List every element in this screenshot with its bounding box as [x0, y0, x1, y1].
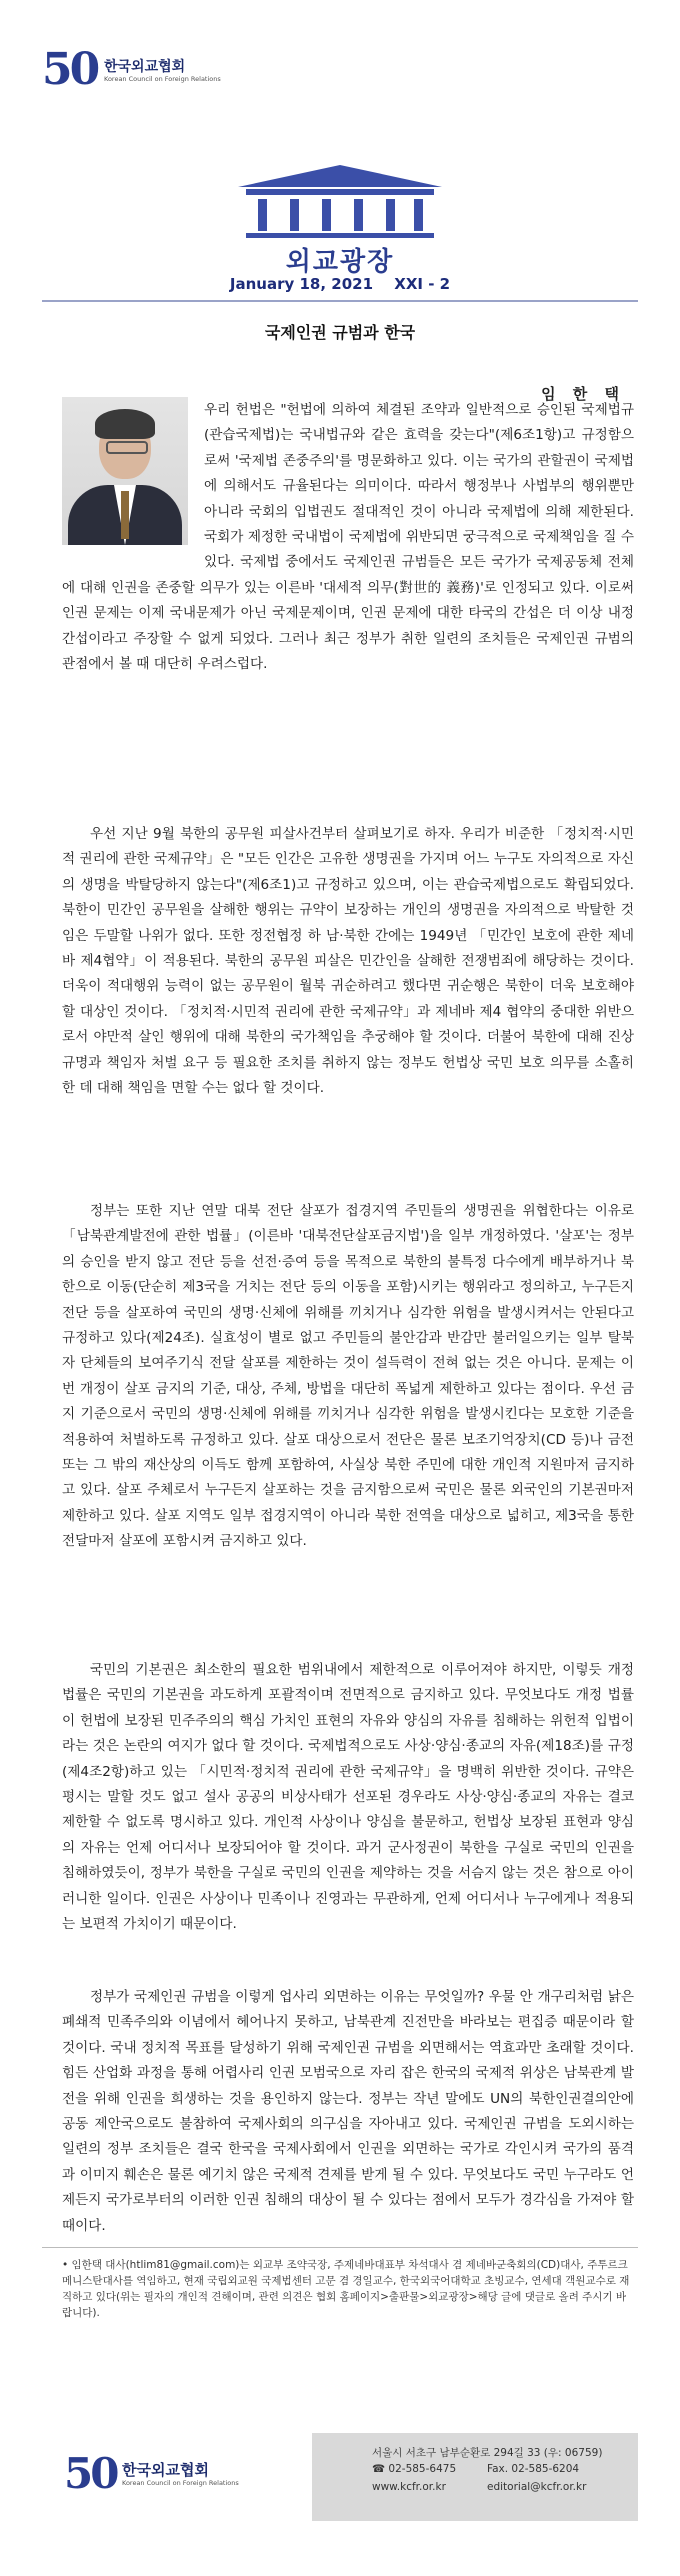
- issue-line: [0, 275, 680, 293]
- plaza-emblem: [238, 165, 442, 280]
- article-title: 국제인권 규범과 한국: [264, 323, 416, 342]
- paragraph-4: 국민의 기본권은 최소한의 필요한 범위내에서 제한적으로 이루어져야 하지만, 이렇듯 개정 법률은 국민의 기본권을 과도하게 포괄적이며 전면적으로 금지하고 있다. 무엇보다도 개정 법률이 헌법에 보장된 민주주의의 핵심 가치인 표현의 자유와 양심의 자유를 침해하는 위헌적 입법이라는 것은 논란의 여지가 없다 할 것이다. 국제법적으로도 사상·양심·종교의 자유(제18조)를 규정(제4조2항)하고 있는 「시민적·정치적 권리에 관한 국제규약」을 명백히 위반한 것이다. 규약은 평시는 말할 것도 없고 설사 공공의 비상사태가 선포된 경우라도 사상·양심·종교의 자유는 결코 제한할 수 없도록 명시하고 있다. 개인적 사상이나 양심을 불문하고, 헌법상 보장된 표현과 양심의 자유는 언제 어디서나 보장되어야 할 것이다. 과거 군사정권이 북한을 구실로 국민의 인권을 침해하였듯이, 정부가 북한을 구실로 국민의 인권을 제약하는 것을 서슴지 않는 것은 참으로 아이러니한 일이다. 인권은 사상이나 민족이나 진영과는 무관하게, 언제 어디서나 누구에게나 적용되는 보편적 가치이기 때문이다.: [62, 1662, 634, 1933]
- footer-logo-english-name: Korean Council on Foreign Relations: [122, 2479, 239, 2487]
- article-author: 임 한 택: [541, 385, 625, 403]
- author-footnote: • 임한택 대사(htlim81@gmail.com)는 외교부 조약국장, 주제네바대표부 차석대사 겸 제네바군축회의(CD)대사, 주투르크메니스탄대사를 역임하고, 현재 국립외교원 국제법센터 고문 겸 경일교수, 한국외국어대학교 초빙교수, 연세대 객원교수로 재직하고 있다(위는 필자의 개인적 견해이며, 관련 의견은 협회 홈페이지>출판물>외교광장>해당 글에 댓글로 올려 주시기 바랍니다).: [62, 2259, 630, 2319]
- footer-email-link[interactable]: editorial@kcfr.or.kr: [487, 2481, 587, 2493]
- logo-korean-name: 한국외교협회: [104, 59, 186, 75]
- footer-logo-number: 50: [64, 2449, 117, 2498]
- footer-contact-box: [312, 2433, 638, 2521]
- kcfr-50th-logo: [42, 44, 342, 94]
- issue-number: XXI - 2: [394, 275, 451, 293]
- paragraph-3: 정부는 또한 지난 연말 대북 전단 살포가 접경지역 주민들의 생명권을 위협한다는 이유로 「남북관계발전에 관한 법률」(이른바 '대북전단살포금지법')을 일부 개정하였다. '살포'는 정부의 승인을 받지 않고 전단 등을 선전·증여 등을 목적으로 북한의 불특정 다수에게 배부하거나 북한으로 이동(단순히 제3국을 거치는 전단 등의 이동을 포함)시키는 행위라고 정의하고, 누구든지 전단 등을 살포하여 국민의 생명·신체에 위해를 끼치거나 심각한 위험을 발생시켜서는 안된다고 규정하고 있다(제24조). 실효성이 별로 없고 주민들의 불안감과 반감만 불러일으키는 일부 탈북자 단체들의 보여주기식 전달 살포를 제한하는 것이 설득력이 전혀 없는 것은 아니다. 문제는 이번 개정이 살포 금지의 기준, 대상, 주체, 방법을 대단히 폭넓게 제한하고 있다는 점이다. 우선 금지 기준으로서 국민의 생명·신체에 위해를 끼치거나 심각한 위험을 발생시킨다는 모호한 기준을 적용하여 처벌하도록 규정하고 있다. 살포 대상으로서 전단은 물론 보조기억장치(CD 등)나 금전 또는 그 밖의 재산상의 이득도 함께 포함하여, 사실상 북한 주민에 대한 개인적 지원마저 금지하고 있다. 살포 주체로서 누구든지 살포하는 것을 금지함으로써 국민은 물론 외국인의 기본권마저 제한하고 있다. 살포 지역도 일부 접경지역이 아니라 북한 전역을 대상으로 넓히고, 제3국을 통한 전달마저 살포에 포함시켜 금지하고 있다.: [62, 1203, 634, 1550]
- emblem-roof-icon: [238, 165, 442, 187]
- footer-website-link[interactable]: www.kcfr.or.kr: [372, 2481, 446, 2493]
- footer: [42, 2433, 638, 2521]
- paragraph-5: 정부가 국제인권 규범을 이렇게 업사리 외면하는 이유는 무엇일까? 우물 안 개구리처럼 낡은 폐쇄적 민족주의와 이념에서 헤어나지 못하고, 남북관계 진전만을 바라보는 편집증 때문이라 할 것이다. 국내 정치적 목표를 달성하기 위해 국제인권 규범을 외면해서는 역효과만 초래할 것이다. 힘든 산업화 과정을 통해 어렵사리 인권 모범국으로 자리 잡은 한국의 국제적 위상은 남북관계 발전을 위해 인권을 희생하는 것을 용인하지 않는다. 정부는 작년 말에도 UN의 북한인권결의안에 공동 제안국으로도 불참하여 국제사회의 의구심을 자아내고 있다. 국제인권 규범을 도외시하는 일련의 정부 조치들은 결국 한국을 국제사회에서 인권을 외면하는 국가로 각인시켜 국가의 품격과 이미지 훼손은 물론 예기치 않은 국제적 견제를 받게 될 수 있다. 무엇보다도 국민 누구라도 언제든지 국가로부터의 이러한 인권 침해의 대상이 될 수 있다는 점에서 모두가 경각심을 가져야 할 때이다.: [62, 1989, 634, 2234]
- footer-logo-korean-name: 한국외교협회: [122, 2461, 209, 2479]
- footer-logo: [64, 2449, 304, 2509]
- logo-english-name: Korean Council on Foreign Relations: [104, 75, 221, 83]
- paragraph-2: 우선 지난 9월 북한의 공무원 피살사건부터 살펴보기로 하자. 우리가 비준한 「정치적·시민적 권리에 관한 국제규약」은 "모든 인간은 고유한 생명권을 가지며 어느 누구도 자의적으로 자신의 생명을 박탈당하지 않는다"(제6조1)고 규정하고 있으며, 이는 관습국제법으로도 확립되었다. 북한이 민간인 공무원을 살해한 행위는 규약이 보장하는 개인의 생명권을 자의적으로 박탈한 것임은 두말할 나위가 없다. 또한 정전협정 하 남·북한 간에는 1949년 「민간인 보호에 관한 제네바 제4협약」이 적용된다. 북한의 공무원 피살은 민간인을 살해한 전쟁범죄에 해당하는 것이다. 더욱이 적대행위 능력이 없는 공무원이 월북 귀순하려고 했다면 귀순행은 북한이 더욱 보호해야 할 대상인 것이다. 「정치적·시민적 권리에 관한 국제규약」과 제네바 제4 협약의 중대한 위반으로서 야만적 살인 행위에 대해 북한의 국가책임을 추궁해야 할 것이다. 더불어 북한에 대해 진상 규명과 책임자 처벌 요구 등 필요한 조치를 취하지 않는 정부도 헌법상 국민 보호 의무를 소홀히 한 데 대해 책임을 면할 수는 없다 할 것이다.: [62, 826, 634, 1097]
- header-divider: [42, 300, 638, 302]
- footer-address: 서울시 서초구 남부순환로 294길 33 (우: 06759): [372, 2447, 603, 2459]
- footer-tel: ☎ 02-585-6475: [372, 2463, 457, 2475]
- logo-number: 50: [42, 44, 98, 95]
- issue-date: January 18, 2021: [229, 275, 374, 293]
- footer-fax: Fax. 02-585-6204: [487, 2463, 580, 2475]
- footnote-divider: [42, 2247, 638, 2248]
- emblem-title: 외교광장: [285, 247, 395, 277]
- paragraph-1: 우리 헌법은 "헌법에 의하여 체결된 조약과 일반적으로 승인된 국제법규(관습국제법)는 국내법규와 같은 효력을 갖는다"(제6조1항)고 규정함으로써 '국제법 존중주의'를 명문화하고 있다. 이는 국가의 관할권이 국제법에 의해서도 규율된다는 의미이다. 따라서 행정부나 사법부의 행위뿐만 아니라 국회의 입법권도 절대적인 것이 아니라 국제법에 의해 제한된다. 국회가 제정한 국내법이 국제법에 위반되면 궁극적으로 국제책임을 질 수 있다. 국제법 중에서도 국제인권 규범들은 모든 국가가 국제공동체 전체에 대해 인권을 존중할 의무가 있는 이른바 '대세적 의무(對世的 義務)'로 인정되고 있다. 이로써 인권 문제는 이제 국내문제가 아닌 국제문제이며, 인권 문제에 대한 타국의 간섭은 더 이상 내정간섭이라고 주장할 수 없게 되었다. 그러나 최근 정부가 취한 일련의 조치들은 국제인권 규범의 관점에서 볼 때 대단히 우려스럽다.: [62, 402, 634, 673]
